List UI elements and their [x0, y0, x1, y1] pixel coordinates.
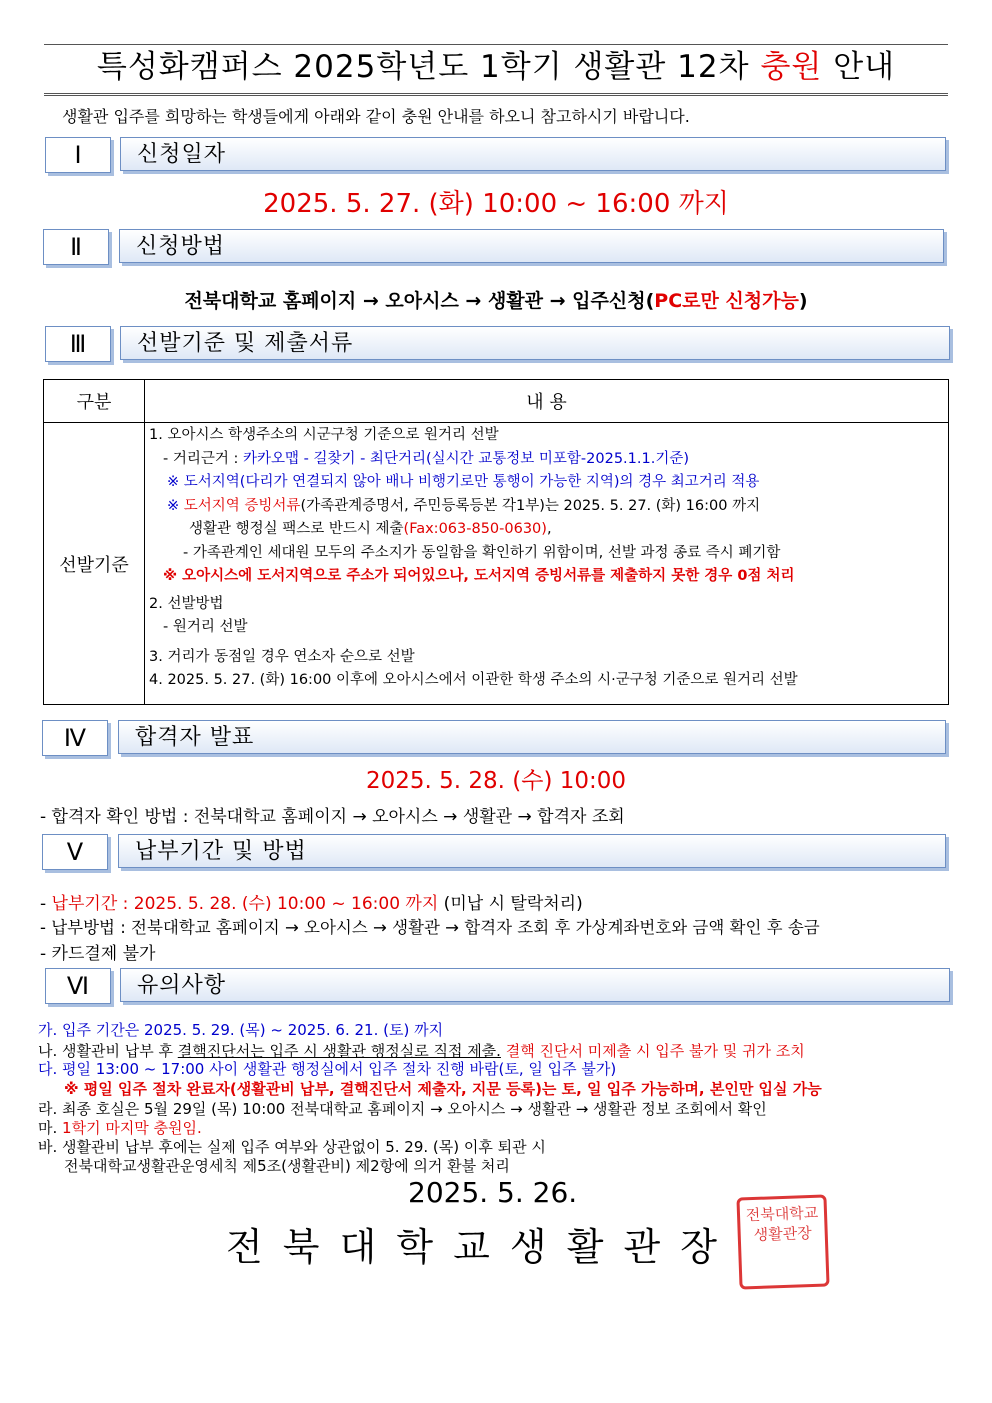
section-5-number: Ⅴ — [42, 834, 108, 870]
distance-basis-value: 카카오맵 - 길찾기 - 최단거리(실시간 교통정보 미포함-2025.1.1.기준) — [242, 450, 689, 467]
criteria-line-8: 2. 선발방법 — [149, 595, 224, 612]
note-ga: 가. 입주 기간은 2025. 5. 29. (목) ~ 2025. 6. 21. (토) 까지 — [38, 1021, 444, 1039]
table-header-category: 구분 — [44, 380, 145, 423]
island-docs-label: 도서지역 증빙서류 — [183, 497, 301, 514]
criteria-content — [145, 423, 949, 705]
criteria-line-4 — [149, 495, 947, 519]
section-4-title: 합격자 발표 — [118, 720, 946, 754]
note-na — [38, 1041, 805, 1061]
island-docs-detail: (가족관계증명서, 주민등록등본 각1부)는 2025. 5. 27. (화) 16:00 까지 — [300, 497, 761, 514]
footer-date: 2025. 5. 26. — [408, 1176, 578, 1209]
note-ba-1: 바. 생활관비 납부 후에는 실제 입주 여부와 상관없이 5. 29. (목) 이후 퇴관 시 — [38, 1138, 546, 1156]
apply-method-text: 전북대학교 홈페이지 → 오아시스 → 생활관 → 입주신청( — [184, 290, 655, 312]
payment-card: - 카드결제 불가 — [40, 944, 156, 964]
criteria-line-2 — [149, 448, 947, 472]
note-ma-prefix: 마. — [38, 1119, 63, 1137]
criteria-line-6: - 가족관계인 세대원 모두의 주소지가 동일함을 확인하기 위함이며, 선발 과정 종료 즉시 폐기함 — [183, 544, 781, 561]
payment-period-note: (미납 시 탈락처리) — [438, 894, 583, 914]
criteria-label: 선발기준 — [44, 423, 145, 705]
page-title — [44, 45, 948, 89]
note-na-warning: 결핵 진단서 미제출 시 입주 불가 및 귀가 조치 — [500, 1042, 805, 1060]
section-1-number: Ⅰ — [45, 137, 111, 173]
title-banner — [44, 44, 948, 96]
note-ma-highlight: 1학기 마지막 충원임. — [62, 1119, 202, 1137]
section-2-number: Ⅱ — [43, 229, 109, 265]
payment-method: - 납부방법 : 전북대학교 홈페이지 → 오아시스 → 생활관 → 합격자 조회 후 가상계좌번호와 금액 확인 후 송금 — [40, 918, 820, 937]
criteria-line-10: 3. 거리가 동점일 경우 연소자 순으로 선발 — [149, 648, 415, 665]
apply-method-highlight: PC로만 신청가능 — [654, 290, 799, 312]
apply-date: 2025. 5. 27. (화) 10:00 ~ 16:00 까지 — [263, 189, 729, 219]
fax-text: 생활관 행정실 팩스로 반드시 제출 — [189, 521, 404, 537]
section-6-number: Ⅵ — [45, 968, 111, 1004]
distance-basis-label: - 거리근거 : — [163, 450, 243, 467]
seal-text: 전북대학교생활관장 — [745, 1203, 819, 1245]
title-suffix: 안내 — [822, 49, 896, 85]
section-1-title: 신청일자 — [120, 137, 946, 171]
criteria-line-5 — [149, 518, 947, 542]
section-2-title: 신청방법 — [119, 229, 944, 263]
criteria-line-9: - 원거리 선발 — [163, 619, 248, 635]
intro-text: 생활관 입주를 희망하는 학생들에게 아래와 같이 충원 안내를 하오니 참고하시기 바랍니다. — [62, 107, 690, 126]
note-mark: ※ — [167, 497, 184, 514]
announce-date: 2025. 5. 28. (수) 10:00 — [365, 768, 627, 794]
section-6-title: 유의사항 — [120, 968, 950, 1002]
note-da: 다. 평일 13:00 ~ 17:00 사이 생활관 행정실에서 입주 절차 진행 바람(토, 일 입주 불가) — [38, 1060, 617, 1078]
criteria-line-3: ※ 도서지역(다리가 연결되지 않아 배나 비행기로만 통행이 가능한 지역)의 경우 최고거리 적용 — [167, 474, 760, 490]
apply-method — [0, 286, 992, 313]
criteria-line-1: 1. 오아시스 학생주소의 시군구청 기준으로 원거리 선발 — [149, 427, 499, 443]
fax-comma: , — [546, 521, 552, 537]
title-text: 특성화캠퍼스 2025학년도 1학기 생활관 12차 — [96, 49, 761, 85]
note-na-underline: 결핵진단서는 입주 시 생활관 행정실로 직접 제출. — [177, 1042, 501, 1060]
criteria-line-11: 4. 2025. 5. 27. (화) 16:00 이후에 오아시스에서 이관한 학생 주소의 시·군구청 기준으로 원거리 선발 — [149, 672, 798, 688]
criteria-line-7: ※ 오아시스에 도서지역으로 주소가 되어있으나, 도서지역 증빙서류를 제출하지 못한 경우 0점 처리 — [163, 568, 795, 584]
section-4-number: Ⅳ — [42, 720, 108, 756]
criteria-table — [43, 379, 949, 705]
payment-period-dash: - — [40, 894, 52, 914]
note-ra: 라. 최종 호실은 5월 29일 (목) 10:00 전북대학교 홈페이지 → 오아시스 → 생활관 → 생활관 정보 조회에서 확인 — [38, 1100, 767, 1118]
note-ba-2: 전북대학교생활관운영세칙 제5조(생활관비) 제2항에 의거 환불 처리 — [64, 1157, 510, 1175]
table-header-content: 내 용 — [145, 380, 949, 423]
fax-number: (Fax:063-850-0630) — [403, 521, 547, 537]
official-seal — [736, 1194, 829, 1289]
section-5-title: 납부기간 및 방법 — [118, 834, 946, 868]
announce-how: - 합격자 확인 방법 : 전북대학교 홈페이지 → 오아시스 → 생활관 → 합격자 조회 — [40, 807, 625, 827]
section-3-title: 선발기준 및 제출서류 — [120, 326, 950, 360]
payment-period-value: 납부기간 : 2025. 5. 28. (수) 10:00 ~ 16:00 까지 — [51, 894, 439, 914]
apply-method-close: ) — [798, 290, 808, 312]
note-da-detail: ※ 평일 입주 절차 완료자(생활관비 납부, 결핵진단서 제출자, 지문 등록)는 토, 일 입주 가능하며, 본인만 입실 가능 — [64, 1080, 822, 1098]
note-na-prefix: 나. 생활관비 납부 후 — [38, 1042, 178, 1060]
note-ma — [38, 1118, 202, 1138]
title-highlight: 충원 — [760, 49, 823, 85]
payment-period — [40, 889, 583, 914]
section-3-number: Ⅲ — [45, 326, 111, 362]
footer-org: 전 북 대 학 교 생 활 관 장 — [226, 1225, 722, 1269]
